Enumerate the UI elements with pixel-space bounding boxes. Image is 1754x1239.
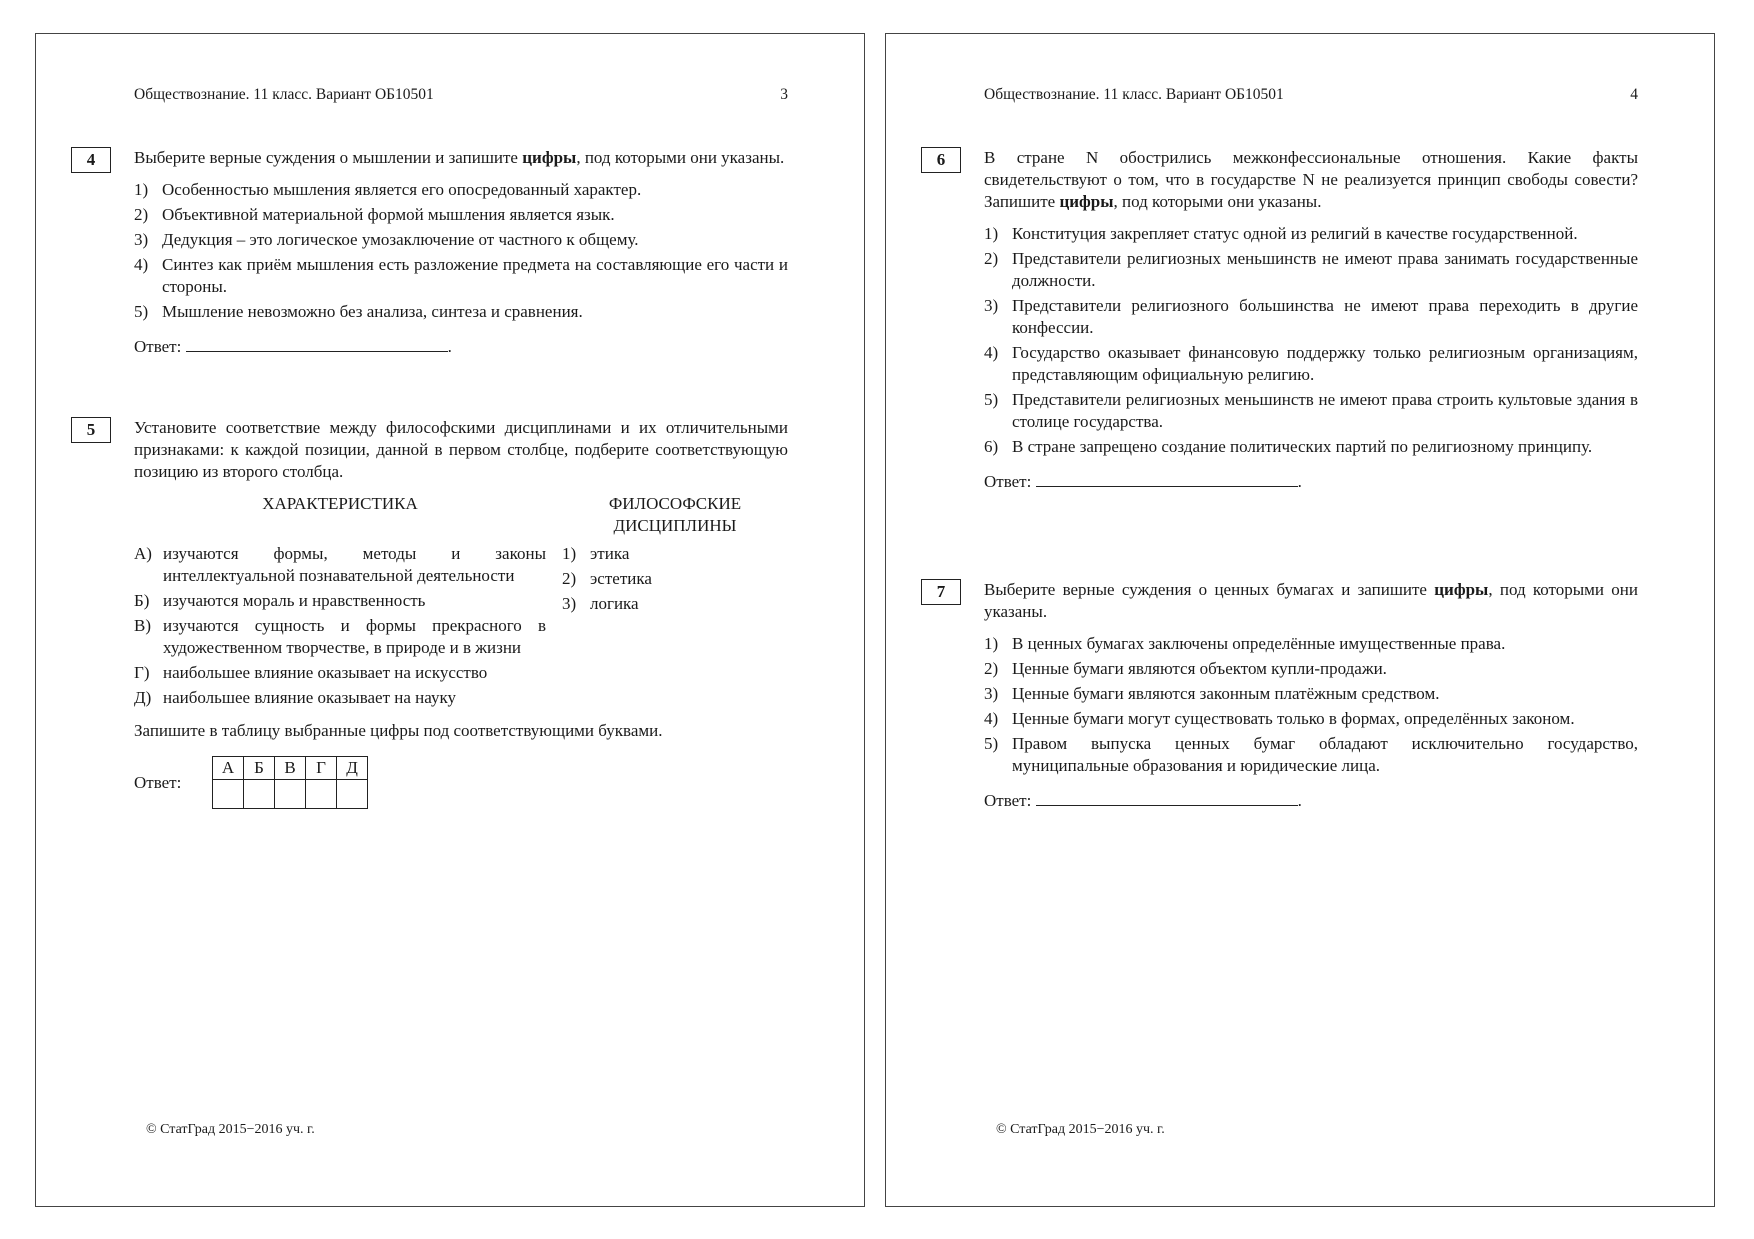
page-footer: © СтатГрад 2015−2016 уч. г. <box>996 1122 1165 1137</box>
option-text: Представители религиозного большинства не имеют права переходить в другие конфессии. <box>1012 296 1638 337</box>
option-item <box>984 633 1638 655</box>
option-item <box>134 179 788 201</box>
answer-end: . <box>1297 791 1302 810</box>
column-header-line: ДИСЦИПЛИНЫ <box>613 516 737 535</box>
prompt-bold: цифры <box>1059 192 1114 211</box>
item-letter: Г) <box>134 663 150 682</box>
option-item <box>984 436 1638 458</box>
characteristic-item <box>134 687 546 709</box>
option-number: 5) <box>984 734 999 753</box>
item-number: 3) <box>562 594 577 613</box>
answer-end: . <box>1297 472 1302 491</box>
answer-cell[interactable] <box>306 780 337 809</box>
option-item <box>984 683 1638 705</box>
page-header <box>134 86 788 104</box>
table-header-cell: Д <box>337 757 368 780</box>
option-text: Государство оказывает финансовую поддержку только религиозным организациям, представляющим официальную религию. <box>1012 343 1638 384</box>
option-item <box>984 389 1638 433</box>
option-item <box>984 342 1638 386</box>
options-list <box>134 179 788 323</box>
answer-line[interactable] <box>186 335 448 352</box>
column-header <box>562 493 788 537</box>
answer-cell[interactable] <box>244 780 275 809</box>
task-prompt <box>134 147 788 169</box>
option-text: Синтез как приём мышления есть разложение предмета на составляющие его части и стороны. <box>162 255 788 296</box>
option-item <box>984 295 1638 339</box>
option-text: Представители религиозных меньшинств не имеют права занимать государственные должности. <box>1012 249 1638 290</box>
option-number: 1) <box>984 634 999 653</box>
option-text: Особенностью мышления является его опосредованный характер. <box>162 180 642 199</box>
characteristic-item <box>134 662 546 684</box>
page-header <box>984 86 1638 104</box>
answer-field[interactable] <box>984 470 1638 493</box>
characteristics-column <box>134 493 546 712</box>
answer-end: . <box>447 337 452 356</box>
page-3 <box>35 33 865 1207</box>
option-text: В ценных бумагах заключены определённые имущественные права. <box>1012 634 1506 653</box>
table-header-cell: Г <box>306 757 337 780</box>
prompt-text: Выберите верные суждения о мышлении и запишите <box>134 148 523 167</box>
answer-table-block <box>134 756 788 809</box>
item-text: эстетика <box>590 569 652 588</box>
options-list <box>984 223 1638 458</box>
answer-line[interactable] <box>1036 470 1298 487</box>
option-text: Конституция закрепляет статус одной из религий в качестве государственной. <box>1012 224 1578 243</box>
task-number: 6 <box>921 147 961 173</box>
column-header-line: ФИЛОСОФСКИЕ <box>608 494 742 513</box>
option-text: Ценные бумаги могут существовать только в формах, определённых законом. <box>1012 709 1575 728</box>
answer-cell[interactable] <box>275 780 306 809</box>
table-header-cell: А <box>213 757 244 780</box>
table-instruction: Запишите в таблицу выбранные цифры под соответствующими буквами. <box>134 721 663 740</box>
item-text: этика <box>590 544 630 563</box>
answer-table <box>212 756 368 809</box>
item-letter: Б) <box>134 591 150 610</box>
option-number: 2) <box>984 659 999 678</box>
answer-field[interactable] <box>134 335 788 358</box>
page-footer: © СтатГрад 2015−2016 уч. г. <box>146 1122 315 1137</box>
option-item <box>984 658 1638 680</box>
option-number: 3) <box>984 684 999 703</box>
task-number: 5 <box>71 417 111 443</box>
item-text: логика <box>590 594 639 613</box>
option-number: 1) <box>984 224 999 243</box>
prompt-text: , под которыми они указаны. <box>984 580 1638 621</box>
task-prompt: Установите соответствие между философскими дисциплинами и их отличительными признаками: к каждой позиции, данной в первом столбце, подберите соответствующую позицию из второго столбца. <box>134 418 788 481</box>
characteristic-item <box>134 543 546 587</box>
option-text: Представители религиозных меньшинств не имеют права строить культовые здания в столице государства. <box>1012 390 1638 431</box>
column-header: ХАРАКТЕРИСТИКА <box>262 494 418 513</box>
matching-columns <box>134 493 788 712</box>
discipline-item <box>562 593 788 615</box>
option-item <box>984 733 1638 777</box>
disciplines-column <box>546 493 788 712</box>
item-text: изучаются сущность и формы прекрасного в художественном творчестве, в природе и в жизни <box>163 616 546 657</box>
option-number: 4) <box>984 343 999 362</box>
option-number: 3) <box>134 230 149 249</box>
item-text: наибольшее влияние оказывает на искусство <box>163 663 488 682</box>
discipline-item <box>562 543 788 565</box>
option-text: Правом выпуска ценных бумаг обладают исключительно государство, муниципальные образования и юридические лица. <box>1012 734 1638 775</box>
option-text: Мышление невозможно без анализа, синтеза и сравнения. <box>162 302 583 321</box>
option-text: Объективной материальной формой мышления является язык. <box>162 205 615 224</box>
task-number: 7 <box>921 579 961 605</box>
discipline-item <box>562 568 788 590</box>
prompt-bold: цифры <box>522 148 577 167</box>
option-item <box>134 254 788 298</box>
option-text: Дедукция – это логическое умозаключение от частного к общему. <box>162 230 639 249</box>
options-list <box>984 633 1638 777</box>
option-item <box>984 708 1638 730</box>
answer-label: Ответ: <box>984 791 1032 810</box>
table-header-cell: В <box>275 757 306 780</box>
task-prompt <box>984 147 1638 213</box>
item-letter: В) <box>134 616 151 635</box>
answer-label: Ответ: <box>134 772 182 792</box>
page-number: 3 <box>780 86 788 103</box>
answer-label: Ответ: <box>984 472 1032 491</box>
option-text: Ценные бумаги являются объектом купли-продажи. <box>1012 659 1387 678</box>
task-5 <box>86 417 788 809</box>
answer-cell[interactable] <box>213 780 244 809</box>
task-6 <box>936 147 1638 493</box>
prompt-text: В стране N обострились межконфессиональные отношения. Какие факты свидетельствуют о том, что в государстве N не реализуется принцип свободы совести? Запишите <box>984 148 1638 211</box>
option-number: 2) <box>134 205 149 224</box>
answer-label: Ответ: <box>134 337 182 356</box>
option-number: 3) <box>984 296 999 315</box>
answer-field[interactable] <box>984 789 1638 812</box>
prompt-text: Выберите верные суждения о ценных бумагах и запишите <box>984 580 1435 599</box>
task-number: 4 <box>71 147 111 173</box>
prompt-bold: цифры <box>1434 580 1489 599</box>
item-text: изучаются формы, методы и законы интеллектуальной познавательной деятельности <box>163 544 546 585</box>
answer-line[interactable] <box>1036 789 1298 806</box>
task-prompt <box>984 579 1638 623</box>
item-text: изучаются мораль и нравственность <box>163 591 426 610</box>
option-item <box>134 301 788 323</box>
option-number: 5) <box>134 302 149 321</box>
header-title: Обществознание. 11 класс. Вариант ОБ10501 <box>134 86 434 103</box>
item-text: наибольшее влияние оказывает на науку <box>163 688 456 707</box>
option-number: 4) <box>984 709 999 728</box>
item-number: 2) <box>562 569 577 588</box>
option-item <box>134 229 788 251</box>
option-item <box>984 223 1638 245</box>
page-number: 4 <box>1630 86 1638 103</box>
task-7 <box>936 579 1638 812</box>
option-item <box>134 204 788 226</box>
page-4 <box>885 33 1715 1207</box>
prompt-text: , под которыми они указаны. <box>576 148 785 167</box>
option-number: 4) <box>134 255 149 274</box>
item-letter: Д) <box>134 688 152 707</box>
option-number: 6) <box>984 437 999 456</box>
option-item <box>984 248 1638 292</box>
answer-cell[interactable] <box>337 780 368 809</box>
table-header-cell: Б <box>244 757 275 780</box>
task-4 <box>86 147 788 358</box>
option-number: 5) <box>984 390 999 409</box>
option-text: В стране запрещено создание политических партий по религиозному принципу. <box>1012 437 1593 456</box>
prompt-text: , под которыми они указаны. <box>1113 192 1322 211</box>
characteristic-item <box>134 615 546 659</box>
header-title: Обществознание. 11 класс. Вариант ОБ10501 <box>984 86 1284 103</box>
item-letter: А) <box>134 544 152 563</box>
characteristic-item <box>134 590 546 612</box>
option-number: 1) <box>134 180 149 199</box>
option-number: 2) <box>984 249 999 268</box>
item-number: 1) <box>562 544 577 563</box>
option-text: Ценные бумаги являются законным платёжным средством. <box>1012 684 1440 703</box>
